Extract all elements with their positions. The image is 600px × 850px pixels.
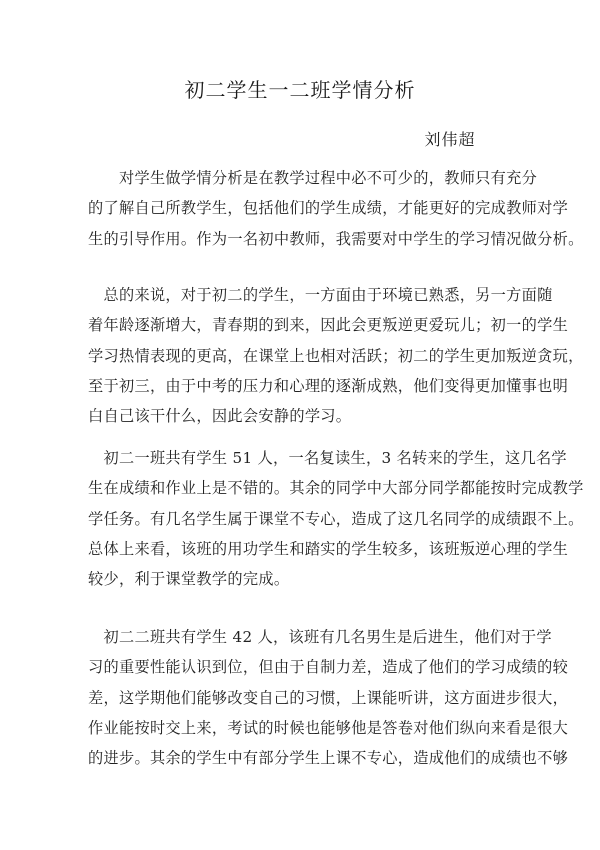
paragraph-line: 的进步。其余的学生中有部分学生上课不专心，造成他们的成绩也不够 <box>88 749 569 768</box>
paragraph-line: 白自己该干什么，因此会安静的学习。 <box>88 407 352 426</box>
paragraph-line: 生的引导作用。作为一名初中教师，我需要对中学生的学习情况做分析。 <box>88 229 584 248</box>
paragraph-line: 学任务。有几名学生属于课堂不专心，造成了这几名同学的成绩跟不上。 <box>88 509 584 528</box>
paragraph-line: 总的来说，对于初二的学生，一方面由于环境已熟悉，另一方面随 <box>88 286 553 304</box>
paragraph-line: 着年龄逐渐增大，青春期的到来，因此会更叛逆更爱玩儿；初一的学生 <box>88 316 569 335</box>
paragraph-line: 对学生做学情分析是在教学过程中必不可少的，教师只有充分 <box>88 169 538 187</box>
paragraph-3 <box>88 443 584 594</box>
document-author: 刘伟超 <box>424 130 476 149</box>
document-title: 初二学生一二班学情分析 <box>184 78 416 102</box>
paragraph-line: 作业能按时交上来，考试的时候也能够他是答卷对他们纵向来看是很大 <box>88 718 569 737</box>
paragraph-1 <box>88 163 584 254</box>
paragraph-line: 习的重要性能认识到位，但由于自制力差，造成了他们的学习成绩的较 <box>88 658 569 677</box>
paragraph-line: 总体上来看，该班的用功学生和踏实的学生较多，该班叛逆心理的学生 <box>88 539 569 558</box>
paragraph-line: 初二二班共有学生 42 人，该班有几名男生是后进生，他们对于学 <box>88 628 552 646</box>
paragraph-2 <box>88 280 584 431</box>
paragraph-line: 较少，利于课堂教学的完成。 <box>88 570 290 589</box>
paragraph-line: 差，这学期他们能够改变自己的习惯，上课能听讲，这方面进步很大， <box>88 688 569 707</box>
paragraph-line: 的了解自己所教学生，包括他们的学生成绩，才能更好的完成教师对学 <box>88 199 569 218</box>
paragraph-4 <box>88 622 569 773</box>
paragraph-line: 初二一班共有学生 51 人，一名复读生，3 名转来的学生，这几名学 <box>88 449 567 467</box>
paragraph-line: 至于初三，由于中考的压力和心理的逐渐成熟，他们变得更加懂事也明 <box>88 376 569 395</box>
paragraph-line: 生在成绩和作业上是不错的。其余的同学中大部分同学都能按时完成教学 <box>88 479 584 498</box>
paragraph-line: 学习热情表现的更高，在课堂上也相对活跃；初二的学生更加叛逆贪玩， <box>88 346 584 365</box>
